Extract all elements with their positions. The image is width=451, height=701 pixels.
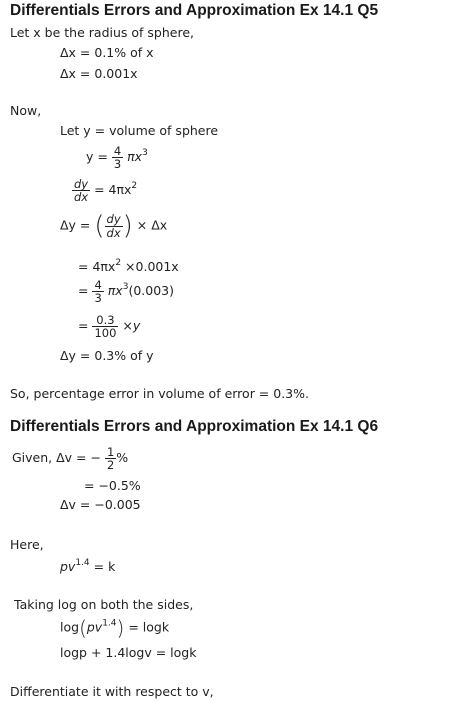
q5-fraction-0-3-100: $\frac{0.3}{100}$ [94, 313, 117, 341]
q6-fraction-1-2: $\frac{1}{2}$ [106, 445, 115, 473]
q5-dy-dx: $\frac{dy}{dx}$ [74, 177, 89, 205]
q6-log-equation: $\log(pv^{1.4}) = \log k$ [60, 616, 170, 640]
q6-given: Given, Δv = − $\frac{1}{2}$ % [12, 445, 129, 473]
q5-line-3: Δx = 0.001x [60, 66, 138, 81]
q5-pi-x: πx [127, 149, 143, 165]
q6-here: Here, [10, 537, 44, 552]
q5-step-2: = $\frac{4}{3}$ $\pi x^3(0.003)$ [78, 278, 174, 306]
q5-fraction-4-3: $\frac{4}{3}$ [113, 144, 122, 172]
q6-heading: Differentials Errors and Approximation Ex 14.1 Q6 [10, 418, 379, 435]
q5-line-4: Let y = volume of sphere [60, 123, 219, 138]
q6-log-expanded: logp + 1.4logv = logk [60, 645, 197, 660]
q5-line-2: Δx = 0.1% of x [60, 45, 154, 60]
q5-now: Now, [10, 103, 42, 118]
q5-step-1: = $4\pi x^2 \times 0.001x$ [78, 258, 179, 274]
q5-conclusion: So, percentage error in volume of error = 0.3%. [10, 386, 309, 401]
q5-line-1: Let x be the radius of sphere, [10, 25, 194, 40]
q5-fraction-4-3-b: $\frac{4}{3}$ [94, 278, 102, 306]
q6-line-2: = −0.5% [84, 478, 141, 493]
q5-dy-dx-paren: $\frac{dy}{dx}$ [106, 212, 121, 240]
q5-delta-y-formula: Δy = ( $\frac{dy}{dx}$ ) × Δx [60, 211, 168, 241]
q5-y-eq: y = [86, 149, 108, 165]
q5-derivative: $\frac{dy}{dx}$ = $4\pi x^2$ [74, 177, 138, 205]
q5-heading: Differentials Errors and Approximation Ex 14.1 Q5 [10, 2, 379, 19]
q6-differentiate: Differentiate it with respect to v, [10, 684, 214, 699]
q6-line-3: Δv = −0.005 [60, 497, 141, 512]
q5-step-3: = $\frac{0.3}{100}$ ×y [78, 313, 141, 341]
q6-pv-equation: $pv^{1.4} = k$ [60, 558, 116, 574]
q5-volume-formula: y = $\frac{4}{3}$ $\pi x^3$ [86, 144, 148, 172]
q5-result: Δy = 0.3% of y [60, 348, 154, 363]
q6-taking-log: Taking log on both the sides, [14, 597, 194, 612]
